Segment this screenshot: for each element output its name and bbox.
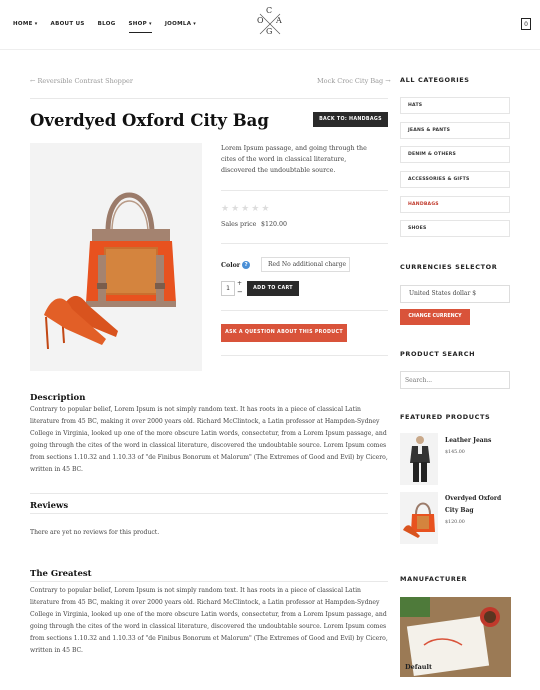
featured-product-price: $120.00 (445, 520, 465, 525)
product-search-input[interactable] (400, 371, 510, 389)
star-icon: ★ (231, 204, 240, 214)
next-product-link[interactable]: Mock Croc City Bag → (317, 77, 391, 85)
nav-label: SHOP (128, 20, 147, 27)
color-label-group (221, 261, 250, 269)
nav-item-home[interactable] (13, 19, 38, 28)
star-icon: ★ (261, 204, 270, 214)
search-heading: PRODUCT SEARCH (400, 350, 476, 358)
manufacturer-name[interactable]: Default (405, 663, 432, 671)
divider (30, 513, 388, 514)
category-item[interactable]: DENIM & OTHERS (400, 146, 510, 163)
man-in-suit-image (400, 433, 438, 485)
site-header (0, 0, 540, 50)
categories-heading: ALL CATEGORIES (400, 76, 470, 84)
logo-letter: C (266, 6, 273, 15)
rating-stars (221, 204, 269, 214)
greatest-title: The Greatest (30, 569, 92, 579)
category-item[interactable]: JEANS & PANTS (400, 122, 510, 139)
category-item-active[interactable]: HANDBAGS (400, 196, 510, 213)
category-item[interactable]: HATS (400, 97, 510, 114)
nav-label: HOME (13, 20, 33, 27)
divider (221, 310, 388, 311)
quantity-decrease-button[interactable]: − (237, 288, 243, 296)
quantity-input[interactable]: 1 (221, 281, 235, 296)
logo-letter: A (276, 16, 282, 25)
star-icon: ★ (241, 204, 250, 214)
divider (221, 243, 388, 244)
prev-product-link[interactable]: ← Reversible Contrast Shopper (30, 77, 133, 85)
featured-product-image[interactable] (400, 492, 438, 544)
ask-question-button[interactable]: ASK A QUESTION ABOUT THIS PRODUCT (221, 324, 347, 342)
site-logo[interactable] (254, 8, 286, 40)
handbag-thumbnail-image (400, 492, 438, 544)
main-nav (13, 19, 209, 28)
nav-item-about[interactable] (51, 19, 85, 28)
divider (30, 493, 388, 494)
product-title: Overdyed Oxford City Bag (30, 111, 269, 130)
nav-label: BLOG (97, 20, 116, 27)
product-short-description: Lorem Ipsum passage, and going through the cites of the word in classical literature, discovered the undoubtable source. (221, 145, 367, 174)
manufacturer-heading: MANUFACTURER (400, 575, 468, 583)
price-label: Sales price (221, 221, 257, 228)
caret-down-icon: ▾ (34, 20, 38, 27)
featured-product-price: $145.00 (445, 450, 465, 455)
color-label: Color (221, 261, 241, 269)
reviews-title: Reviews (30, 501, 69, 511)
reviews-empty-text: There are yet no reviews for this product. (30, 529, 160, 536)
handbag-and-shoes-image (30, 143, 202, 371)
nav-label: ABOUT US (50, 20, 85, 27)
color-select[interactable]: Red No additional charge (261, 257, 350, 272)
description-title: Description (30, 393, 86, 403)
quantity-increase-button[interactable]: + (237, 280, 243, 287)
divider (30, 581, 388, 582)
featured-product-name[interactable]: Overdyed Oxford City Bag (445, 495, 502, 514)
change-currency-button[interactable]: CHANGE CURRENCY (400, 309, 470, 325)
back-to-category-button[interactable]: BACK TO: HANDBAGS (313, 112, 388, 127)
cart-count: 0 (524, 21, 528, 28)
category-item[interactable]: ACCESSORIES & GIFTS (400, 171, 510, 188)
featured-product-image[interactable] (400, 433, 438, 485)
featured-product-name[interactable]: Leather Jeans (445, 437, 492, 444)
price-value: $120.00 (261, 221, 288, 228)
product-image[interactable] (30, 143, 202, 371)
currency-heading: CURRENCIES SELECTOR (400, 263, 498, 271)
star-icon: ★ (251, 204, 260, 214)
divider (221, 355, 388, 356)
greatest-text: Contrary to popular belief, Lorem Ipsum is not simply random text. It has roots in a piece of classical Latin literature from 45 BC, making it over 2000 years old. Richard McClintock, a Latin professor at Hampden-Sydney College in Virginia, looked up one of the more obscure Latin words, consectetur, from a Lorem Ipsum passage, and going through the cites of the word in classical literature, discovered the undoubtable source. Lorem Ipsum comes from sections 1.10.32 and 1.10.33 of "de Finibus Bonorum et Malorum" (The Extremes of Good and Evil) by Cicero, written in 45 BC. (30, 587, 388, 655)
divider (221, 190, 388, 191)
nav-label: JOOMLA (164, 20, 192, 27)
description-text: Contrary to popular belief, Lorem Ipsum is not simply random text. It has roots in a piece of classical Latin literature from 45 BC, making it over 2000 years old. Richard McClintock, a Latin professor at Hampden-Sydney College in Virginia, looked up one of the more obscure Latin words, consectetur, from a Lorem Ipsum passage, and going through the cites of the word in classical literature, discovered the undoubtable source. Lorem Ipsum comes from sections 1.10.32 and 1.10.33 of "de Finibus Bonorum et Malorum" (The Extremes of Good and Evil) by Cicero, written in 45 BC. (30, 406, 388, 474)
caret-down-icon: ▾ (149, 20, 152, 27)
cart-button[interactable] (521, 18, 531, 30)
nav-item-blog[interactable] (98, 19, 116, 28)
nav-item-shop[interactable] (129, 19, 152, 28)
logo-letter: G (266, 27, 273, 36)
add-to-cart-button[interactable]: ADD TO CART (247, 281, 299, 296)
featured-heading: FEATURED PRODUCTS (400, 413, 491, 421)
caret-down-icon: ▾ (193, 20, 197, 27)
star-icon: ★ (221, 204, 230, 214)
category-item[interactable]: SHOES (400, 220, 510, 237)
info-icon[interactable]: ? (242, 261, 250, 269)
nav-item-joomla[interactable] (165, 19, 196, 28)
divider (30, 98, 388, 99)
currency-select[interactable]: United States dollar $ (400, 285, 510, 303)
logo-letter: O (257, 16, 264, 25)
